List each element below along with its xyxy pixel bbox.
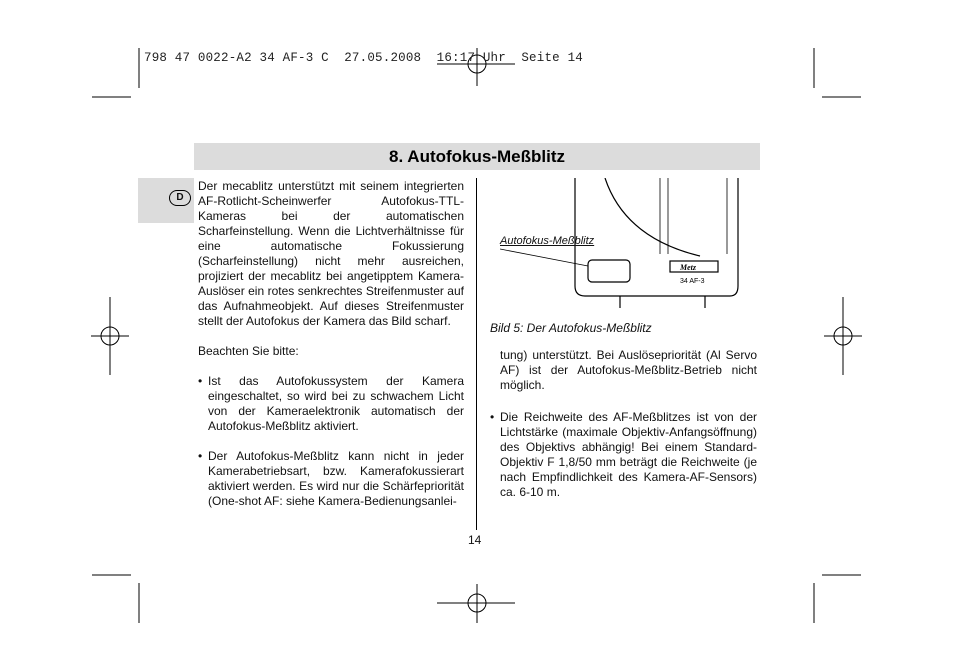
bullet-text: Ist das Autofokussystem der Kamera eingeschaltet, so wird bei zu schwachem Licht von der Kameraelektronik automatisch der Autofokus-Meßblitz aktiviert.	[208, 374, 464, 433]
model-label: 34 AF-3	[680, 278, 705, 285]
registration-target-right	[824, 297, 862, 375]
section-title: 8. Autofokus-Meßblitz	[389, 147, 565, 166]
bullet-icon: •	[490, 410, 495, 424]
figure-caption: Bild 5: Der Autofokus-Meßblitz	[490, 321, 652, 335]
af-emitter-window	[588, 260, 630, 282]
brand-logo: Metz	[680, 263, 696, 272]
page-number: 14	[468, 533, 482, 547]
left-column	[198, 179, 464, 509]
bullet-text: Die Reichweite des AF-Meßblitzes ist von der Lichtstärke (maximale Objektiv-Anfangsöffnung) des Objektivs abhängig! Bei einem Standard-Objektiv F 1,8/50 mm beträgt die Reichweite (je nach Empfindlichkeit des Kamera-AF-Sensors) ca. 6-10 m.	[500, 410, 757, 499]
language-badge: D	[169, 190, 191, 206]
figure-callout: Autofokus-Meßblitz	[500, 235, 595, 247]
list-item	[198, 374, 464, 434]
bullet-text: Der Autofokus-Meßblitz kann nicht in jeder Kamerabetriebsart, bzw. Kamerafokussierart aktiviert werden. Es wird nur die Schärfepriorität (One-shot AF: siehe Kamera-Bedienungsanlei-	[208, 449, 464, 508]
right-bullet	[490, 410, 757, 500]
flash-unit-illustration	[570, 178, 745, 308]
column-divider	[476, 178, 477, 530]
bullet-icon: •	[198, 449, 203, 463]
intro-paragraph: Der mecablitz unterstützt mit seinem integrierten AF-Rotlicht-Scheinwerfer Autofokus-TTL-Kameras bei der automatischen Scharfeinstellung. Wenn die Lichtverhältnisse für eine automatische Fokussierung (Scharfeinstellung) nicht mehr ausreichen, projiziert der mecablitz bei angetipptem Kamera-Auslöser ein rotes senkrechtes Streifenmuster auf das Aufnahmeobjekt. Auf dieses Streifenmuster stellt der Autofokus der Kamera das Bild scharf.	[198, 179, 464, 328]
list-item	[198, 449, 464, 509]
note-text: Beachten Sie bitte:	[198, 344, 299, 358]
registration-target-bottom	[437, 584, 515, 623]
print-header: 798 47 0022-A2 34 AF-3 C 27.05.2008 16:17 Uhr Seite 14	[144, 51, 583, 65]
list-item	[490, 410, 757, 500]
bullet-icon: •	[198, 374, 203, 388]
registration-target-left	[91, 297, 129, 375]
continuation-paragraph: tung) unterstützt. Bei Auslösepriorität (Al Servo AF) ist der Autofokus-Meßblitz-Betrieb nicht möglich.	[500, 348, 757, 392]
right-column	[500, 348, 757, 393]
callout-line	[500, 248, 590, 268]
